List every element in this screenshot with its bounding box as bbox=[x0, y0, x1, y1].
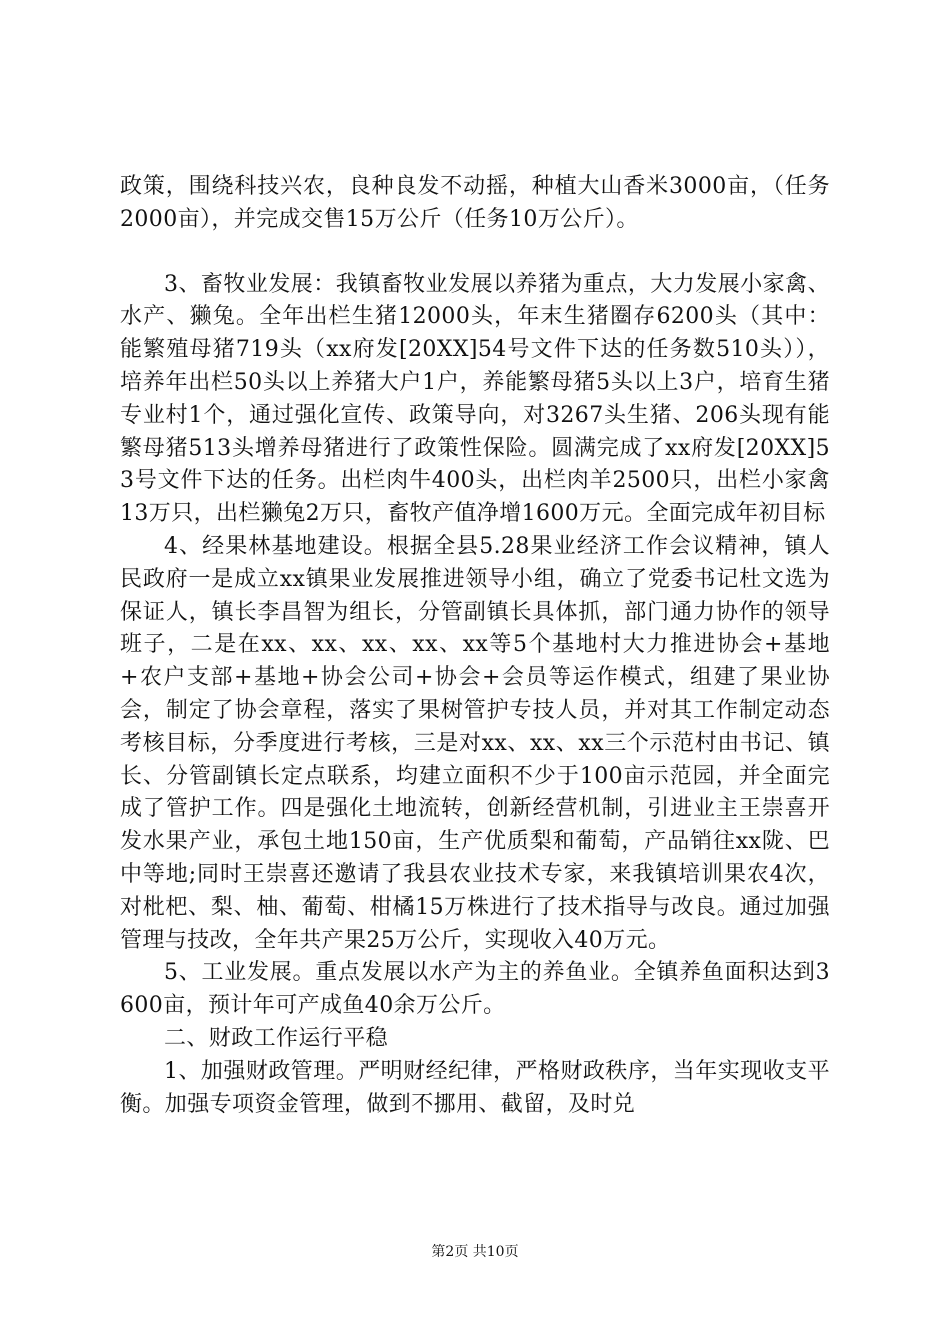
paragraph-orchard-base: 4、经果林基地建设。根据全县5.28果业经济工作会议精神，镇人民政府一是成立xx镇果业发展推进领导小组，确立了党委书记杜文选为保证人，镇长李昌智为组长，分管副镇长具体抓，部门通力协作的领导班子，二是在xx、xx、xx、xx、xx等5个基地村大力推进协会+基地+农户支部+基地+协会公司+协会+会员等运作模式，组建了果业协会，制定了协会章程，落实了果树管护专技人员，并对其工作制定动态考核目标，分季度进行考核，三是对xx、xx、xx三个示范村由书记、镇长、分管副镇长定点联系，均建立面积不少于100亩示范园，并全面完成了管护工作。四是强化土地流转，创新经营机制，引进业主王崇喜开发水果产业，承包土地150亩，生产优质梨和葡萄，产品销往xx陇、巴中等地;同时王崇喜还邀请了我县农业技术专家，来我镇培训果农4次，对枇杷、梨、柚、葡萄、柑橘15万株进行了技术指导与改良。通过加强管理与技改，全年共产果25万公斤，实现收入40万元。 bbox=[120, 533, 830, 953]
paragraph-livestock: 3、畜牧业发展：我镇畜牧业发展以养猪为重点，大力发展小家禽、水产、獭兔。全年出栏生猪12000头，年末生猪圈存6200头（其中：能繁殖母猪719头（xx府发[20XX]54号文件下达的任务数510头）），培养年出栏50头以上养猪大户1户，养能繁母猪5头以上3户，培育生猪专业村1个，通过强化宣传、政策导向，对3267头生猪、206头现有能繁母猪513头增养母猪进行了政策性保险。圆满完成了xx府发[20XX]53号文件下达的任务。出栏肉牛400头，出栏肉羊2500只，出栏小家禽13万只，出栏獭兔2万只，畜牧产值净增1600万元。全面完成年初目标 bbox=[120, 271, 830, 527]
page-number-footer: 第2页 共10页 bbox=[431, 1244, 519, 1260]
section-heading-finance: 二、财政工作运行平稳 bbox=[164, 1025, 389, 1051]
paragraph-finance-management: 1、加强财政管理。严明财经纪律，严格财政秩序，当年实现收支平衡。加强专项资金管理，做到不挪用、截留，及时兑 bbox=[120, 1058, 830, 1117]
document-body bbox=[120, 171, 830, 1121]
paragraph-industry: 5、工业发展。重点发展以水产为主的养鱼业。全镇养鱼面积达到3600亩，预计年可产成鱼40余万公斤。 bbox=[120, 960, 830, 1019]
paragraph-gap bbox=[120, 237, 830, 269]
paragraph-rice-planting: 政策，围绕科技兴农，良种良发不动摇，种植大山香米3000亩，（任务2000亩），并完成交售15万公斤（任务10万公斤）。 bbox=[120, 174, 830, 232]
